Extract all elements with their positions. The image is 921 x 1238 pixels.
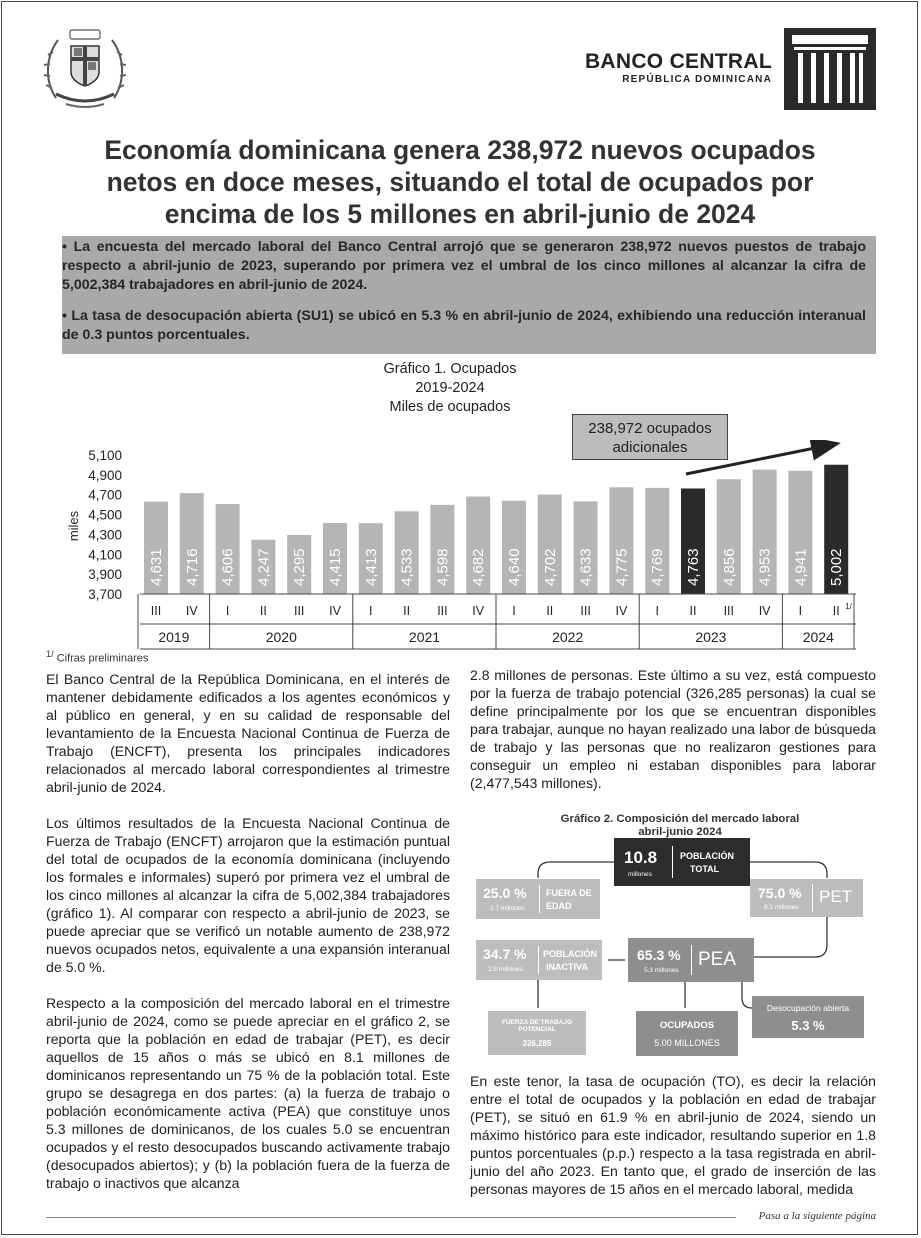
out-of-age-value: 25.0 %	[483, 885, 527, 901]
body-column-right-bottom	[470, 1072, 876, 1216]
chart1-footnote	[46, 649, 148, 665]
pet-sub: 8.1 millones	[764, 904, 799, 911]
body-column-right-top	[470, 666, 876, 810]
quarter-tick-label: II	[259, 604, 267, 618]
quarter-tick-label: IV	[185, 604, 198, 618]
chart1-subtitle: 2019-2024	[415, 380, 485, 396]
quarter-tick-label: IV	[329, 604, 341, 618]
bar-value-label: 4,702	[541, 548, 559, 586]
bar-value-label: 5,002	[828, 548, 846, 586]
pea-label: PEA	[698, 949, 737, 970]
chart2-title	[540, 813, 820, 839]
quarter-tick-label: II	[546, 604, 554, 618]
growth-arrow	[686, 444, 835, 474]
quarter-tick-label: III	[293, 604, 305, 618]
annotation-line-1: 238,972 ocupados	[588, 420, 712, 437]
paragraph-1: El Banco Central de la República Dominicana, en el interés de mantener debidamente edificados a los agentes económicos y al público en general, y en su calidad de responsable del levantamiento de la Encuesta Nacional Continua de Fuerza de Trabajo (ENCFT), presenta los principales indicadores relacionados al mercado laboral correspondientes al trimestre abril-junio de 2024.	[46, 671, 450, 795]
bar-value-label: 4,247	[255, 548, 273, 586]
quarter-tick-label: IV	[758, 604, 771, 618]
y-tick-label: 4,100	[88, 547, 122, 563]
year-label: 2020	[265, 629, 297, 645]
total-population-value: 10.8	[624, 848, 658, 867]
bar-value-label: 4,716	[183, 548, 201, 586]
separator	[691, 945, 692, 975]
chart1-bar-chart	[0, 440, 921, 650]
quarter-tick-label: I	[369, 604, 373, 618]
chart1-unit: Miles de ocupados	[389, 399, 511, 415]
inactive-population-box	[476, 940, 602, 980]
pet-value: 75.0 %	[758, 885, 802, 901]
preliminary-mark: 1/	[845, 602, 852, 611]
pet-box	[750, 879, 863, 917]
total-population-unit: millones	[628, 871, 652, 878]
highlights-box	[62, 236, 876, 354]
quarter-tick-label: I	[512, 604, 516, 618]
year-label: 2023	[695, 629, 727, 645]
highlight-bullet-2: • La tasa de desocupación abierta (SU1) se ubicó en 5.3 % en abril-junio de 2024, exhibiendo una reducción interanual de 0.3 puntos porcentuales.	[62, 308, 866, 343]
highlight-bullet-1: • La encuesta del mercado laboral del Banco Central arrojó que se generaron 238,972 nuevos puestos de trabajo respecto a abril-junio de 2023, superando por primera vez el umbral de los cinco millones al alcanzar la cifra de 5,002,384 trabajadores en abril-junio de 2024.	[62, 239, 866, 293]
unemployment-label: Desocupación abierta	[766, 1003, 850, 1013]
separator	[538, 946, 539, 974]
y-tick-label: 5,100	[88, 448, 122, 463]
bar-value-label: 4,775	[613, 548, 631, 586]
separator	[812, 884, 813, 912]
y-tick-label: 3,900	[88, 567, 122, 583]
quarter-tick-label: III	[723, 604, 735, 618]
annotation-line-2: adicionales	[612, 439, 688, 456]
pea-sub: 5.3 millones	[644, 967, 679, 974]
paragraph-2: Los últimos resultados de la Encuesta Nacional Continua de Fuerza de Trabajo (ENCFT) arrojaron que la estimación puntual del total de ocupados de la economía dominicana (incluyendo los formales e informales) superó por primera vez el umbral de los cinco millones al alcanzar la cifra de 5,002,384 trabajadores (gráfico 1). Al comparar con respecto a abril-junio de 2023, se puede apreciar que se verificó un notable aumento de 238,972 nuevos ocupados netos, equivalente a una expansión interanual de 5.0 %.	[46, 815, 450, 975]
employed-value: 5.00 MILLONES	[654, 1038, 720, 1048]
separator	[672, 846, 673, 878]
out-of-age-box	[476, 879, 600, 919]
open-unemployment-box	[752, 996, 864, 1038]
out-of-age-sub: 2.7 millones	[490, 905, 525, 912]
out-of-age-label-1: FUERA DE	[546, 888, 592, 898]
bar-value-label: 4,606	[219, 548, 237, 586]
potential-label-2: POTENCIAL	[518, 1026, 556, 1033]
headline	[40, 134, 880, 230]
quarter-tick-label: I	[798, 604, 803, 618]
year-label: 2022	[552, 629, 584, 645]
bar-value-label: 4,415	[327, 548, 344, 586]
columns-logo-icon	[784, 28, 876, 110]
bar-value-label: 4,941	[792, 548, 810, 586]
bar-value-label: 4,295	[291, 548, 309, 586]
paragraph-5: En este tenor, la tasa de ocupación (TO), es decir la relación entre el total de ocupados y la población en edad de trabajar (PET), se situó en 61.9 % en abril-junio de 2024, siendo un máximo histórico para este indicador, resultando superior en 1.8 puntos porcentuales (p.p.) respecto a la tasa registrada en abril-junio del año 2023. En tanto que, el grado de inserción de las personas mayores de 15 años en el mercado laboral, medida	[470, 1073, 876, 1197]
year-label: 2024	[802, 629, 834, 645]
inactive-label-2: INACTIVA	[546, 962, 588, 972]
brand-name: BANCO CENTRAL	[584, 50, 772, 73]
bar-value-label: 4,631	[148, 548, 165, 586]
quarter-tick-label: I	[225, 604, 230, 618]
bar-value-label: 4,763	[685, 548, 702, 586]
employed-box	[636, 1011, 738, 1056]
y-tick-label: 4,700	[88, 487, 122, 503]
bar-value-label: 4,640	[506, 548, 523, 586]
bar-value-label: 4,856	[720, 548, 738, 586]
quarter-tick-label: II	[403, 604, 411, 618]
quarter-tick-label: III	[580, 604, 591, 618]
paragraph-4: 2.8 millones de personas. Este último a su vez, está compuesto por la fuerza de trabajo potencial (326,285 personas) la cual se define principalmente por los que se encuentran disponibles para trabajar, aunque no hayan realizado una labor de búsqueda de trabajo y las personas que no realizaron gestiones para conseguir un empleo ni estaban disponibles para laborar (2,477,543 millones).	[470, 667, 876, 791]
quarter-tick-label: I	[655, 604, 659, 618]
brand-subtitle: REPÚBLICA DOMINICANA	[622, 74, 772, 85]
y-axis-label: miles	[66, 510, 81, 542]
out-of-age-label-2: EDAD	[546, 901, 572, 911]
year-label: 2019	[158, 629, 190, 645]
quarter-tick-label: IV	[615, 604, 628, 618]
bar-value-label: 4,682	[470, 548, 488, 586]
continue-next-page: Pasa a la siguiente página	[758, 1210, 876, 1222]
separator	[539, 885, 540, 913]
year-label: 2021	[408, 629, 441, 645]
quarter-tick-label: II	[832, 604, 840, 618]
pet-label: PET	[819, 887, 853, 906]
quarter-tick-label: IV	[472, 604, 485, 618]
unemployment-value: 5.3 %	[791, 1018, 825, 1033]
y-tick-label: 3,700	[88, 587, 122, 602]
headline-line-3: encima de los 5 millones en abril-junio de 2024	[164, 199, 756, 229]
chart1-title	[320, 360, 580, 417]
continue-rule	[46, 1217, 736, 1218]
bar-value-label: 4,953	[756, 548, 774, 586]
inactive-sub: 2.8 millones	[488, 966, 523, 973]
y-tick-label: 4,500	[88, 507, 122, 523]
bar-value-label: 4,769	[649, 548, 667, 586]
coat-of-arms-seal-icon	[42, 28, 128, 110]
bar-value-label: 4,598	[434, 548, 452, 586]
potential-workforce-box	[488, 1011, 586, 1055]
total-population-box	[614, 838, 750, 886]
inactive-value: 34.7 %	[483, 946, 527, 962]
quarter-tick-label: II	[689, 604, 697, 618]
paragraph-3: Respecto a la composición del mercado laboral en el trimestre abril-junio de 2024, como se puede apreciar en el gráfico 2, se reporta que la población en edad de trabajar (PET), es decir aquellos de 15 años o más se ubicó en 8.1 millones de dominicanos representando un 75 % de la población total. Este grupo se desagrega en dos partes: (a) la fuerza de trabajo o población económicamente activa (PEA) que constituye unos 5.3 millones de dominicanos, de los cuales 5.0 se encuentran ocupados y el resto desocupados buscando activamente trabajo (desocupados abiertos); y (b) la población fuera de la fuerza de trabajo o inactivos que alcanza	[46, 995, 450, 1191]
potential-label-1: FUERZA DE TRABAJO	[501, 1019, 573, 1026]
headline-line-2: netos en doce meses, situando el total de ocupados por	[106, 167, 814, 197]
y-tick-label: 4,900	[88, 467, 122, 483]
quarter-tick-label: III	[437, 604, 448, 618]
body-column-left	[46, 670, 450, 1210]
potential-value: 326,285	[522, 1039, 552, 1048]
chart1-title-line: Gráfico 1. Ocupados	[383, 361, 517, 377]
bar-value-label: 4,413	[362, 548, 380, 586]
pea-value: 65.3 %	[637, 947, 681, 963]
inactive-label-1: POBLACIÓN	[543, 949, 597, 959]
total-population-label-2: TOTAL	[690, 864, 720, 874]
chart2-title-line-1: Gráfico 2. Composición del mercado laboral	[560, 813, 800, 825]
pea-box	[628, 938, 754, 982]
chart2-title-line-2: abril-junio 2024	[638, 826, 722, 838]
headline-line-1: Economía dominicana genera 238,972 nuevos ocupados	[104, 135, 816, 165]
footnote-mark: 1/	[46, 649, 54, 659]
total-population-label-1: POBLACIÓN	[680, 851, 734, 861]
bar-value-label: 4,533	[398, 548, 416, 586]
footnote-text: Cifras preliminares	[56, 652, 149, 665]
quarter-tick-label: III	[150, 604, 162, 618]
employed-label: OCUPADOS	[659, 1020, 715, 1031]
y-tick-label: 4,300	[88, 527, 122, 543]
bar-value-label: 4,633	[577, 548, 595, 586]
